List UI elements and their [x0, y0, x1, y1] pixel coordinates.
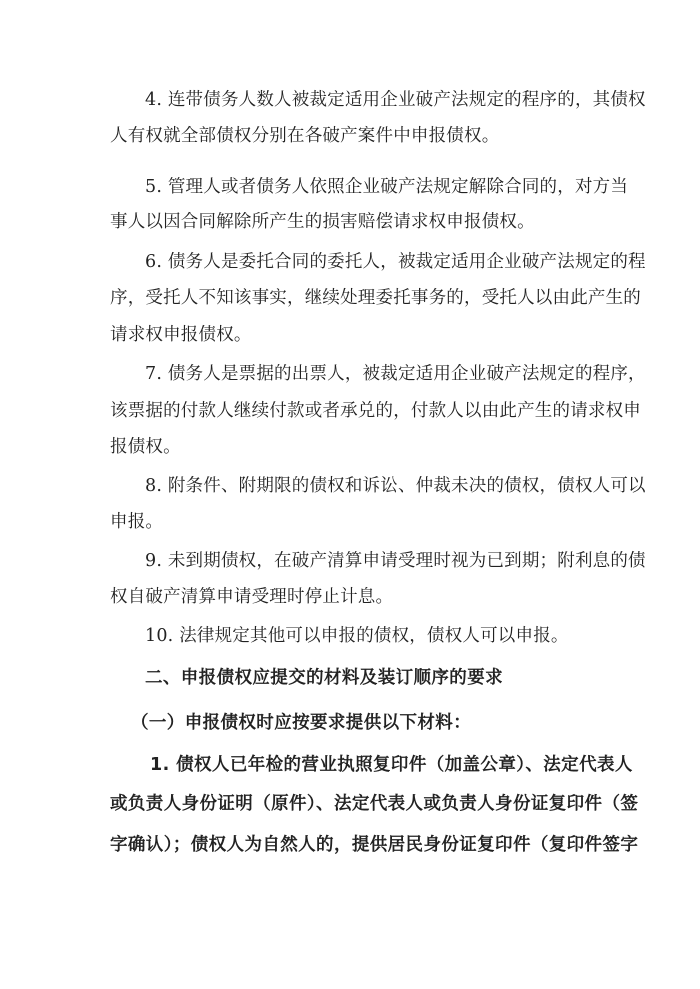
item-6-line-1: 6. 债务人是委托合同的委托人，被裁定适用企业破产法规定的程	[145, 252, 646, 272]
item-5-line-2: 事人以因合同解除所产生的损害赔偿请求权申报债权。	[110, 212, 535, 232]
item-10-line-1: 10. 法律规定其他可以申报的债权，债权人可以申报。	[145, 626, 569, 646]
material-item-line-2: 或负责人身份证明（原件）、法定代表人或负责人身份证复印件（签	[110, 794, 639, 814]
item-9-line-1: 9. 未到期债权，在破产清算申请受理时视为已到期；附利息的债	[145, 551, 646, 571]
item-7-line-3: 报债权。	[110, 437, 181, 457]
item-5-line-1: 5. 管理人或者债务人依照企业破产法规定解除合同的，对方当	[145, 177, 629, 197]
item-4-line-1: 4. 连带债务人数人被裁定适用企业破产法规定的程序的，其债权	[145, 90, 646, 110]
item-7-line-2: 该票据的付款人继续付款或者承兑的，付款人以由此产生的请求权申	[110, 401, 641, 421]
item-6-line-3: 请求权申报债权。	[110, 325, 252, 345]
subsection-heading: （一）申报债权时应按要求提供以下材料：	[131, 713, 472, 733]
item-8-line-2: 申报。	[110, 512, 164, 532]
section-heading: 二、申报债权应提交的材料及装订顺序的要求	[145, 668, 503, 688]
item-9-line-2: 权自破产清算申请受理时停止计息。	[110, 587, 394, 607]
item-8-line-1: 8. 附条件、附期限的债权和诉讼、仲裁未决的债权，债权人可以	[145, 476, 646, 496]
material-item-line-1: 1. 债权人已年检的营业执照复印件（加盖公章）、法定代表人	[150, 755, 633, 775]
item-6-line-2: 序，受托人不知该事实，继续处理委托事务的，受托人以由此产生的	[110, 288, 641, 308]
item-4-line-2: 人有权就全部债权分别在各破产案件中申报债权。	[110, 126, 500, 146]
material-item-line-3: 字确认）；债权人为自然人的，提供居民身份证复印件（复印件签字	[110, 835, 639, 855]
item-7-line-1: 7. 债务人是票据的出票人，被裁定适用企业破产法规定的程序，	[145, 364, 646, 384]
